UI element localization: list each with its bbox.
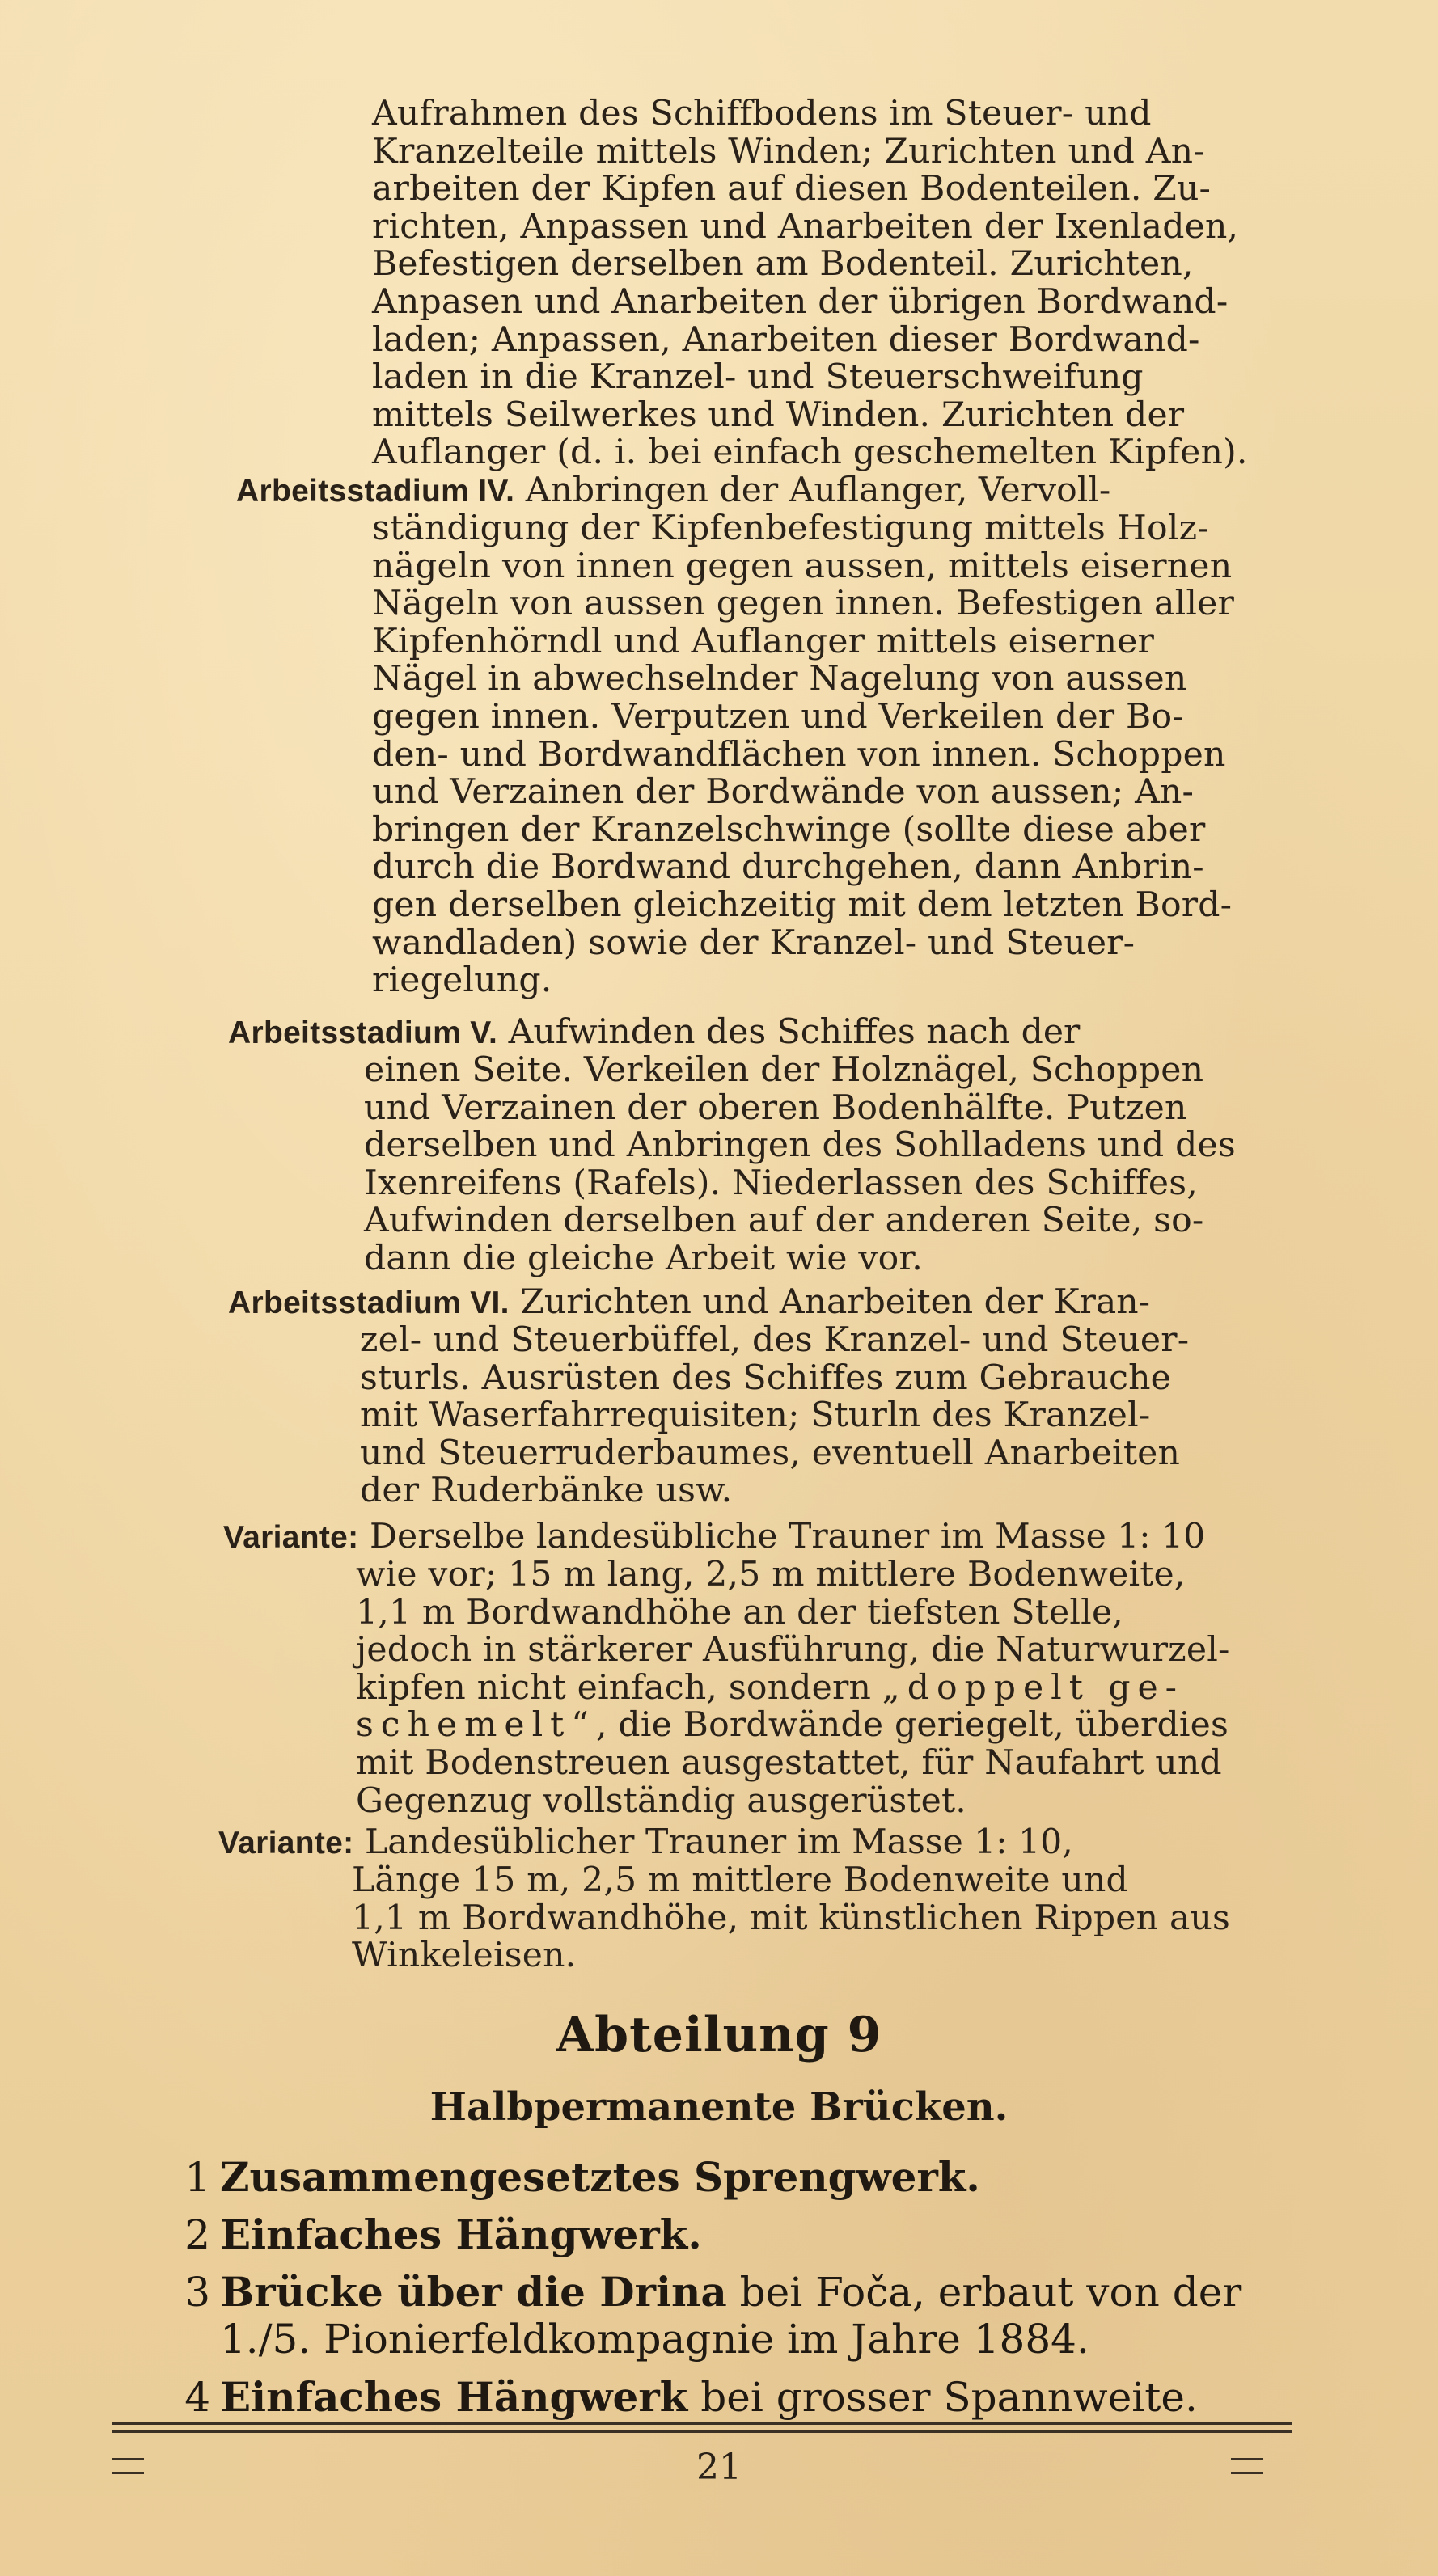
text-line: richten, Anpassen und Anarbeiten der Ixenladen, (372, 206, 1239, 247)
text-line: sturls. Ausrüsten des Schiffes zum Gebrauche (360, 1358, 1172, 1398)
text-line (356, 1707, 1299, 1745)
footer-rule-top (112, 2422, 1292, 2425)
plate-description: bei grosser Spannweite. (687, 2374, 1198, 2421)
stage-vi-heading-line (228, 1284, 1299, 1323)
stage-vi-label: Arbeitsstadium VI. (228, 1286, 510, 1320)
text-line: gegen innen. Verputzen und Verkeilen der Bo- (372, 696, 1184, 737)
stage-v-first-line: Aufwinden des Schiffes nach der (508, 1012, 1081, 1052)
text-line: arbeiten der Kipfen auf diesen Bodenteilen. Zu- (372, 169, 1212, 209)
text-line: ständigung der Kipfenbefestigung mittels Holz- (372, 509, 1209, 548)
plate-title: Brücke über die Drina (220, 2268, 727, 2316)
text-line: wie vor; 15 m lang, 2,5 m mittlere Bodenweite, (356, 1555, 1186, 1594)
stage-vi-first-line: Zurichten und Anarbeiten der Kran- (520, 1282, 1150, 1322)
spaced-term: schemelt“ (356, 1705, 596, 1746)
text-line: Auflanger (d. i. bei einfach geschemelten Kipfen). (372, 433, 1248, 473)
stage-iv-label: Arbeitsstadium IV. (236, 474, 515, 509)
variant-2-heading-line (218, 1824, 1299, 1863)
footer-rule-bottom (112, 2430, 1292, 2433)
plate-number: 3 (184, 2269, 210, 2316)
variant-1-first-line: Derselbe landesübliche Trauner im Masse 1: 10 (369, 1517, 1206, 1556)
text-fragment: kipfen nicht einfach, sondern (356, 1667, 872, 1708)
variant-2-first-line: Landesüblicher Trauner im Masse 1: 10, (364, 1822, 1073, 1862)
text-line: 1,1 m Bordwandhöhe, mit künstlichen Rippen aus (352, 1898, 1231, 1938)
stage-vi-body (360, 1322, 1299, 1510)
text-line: mit Bodenstreuen ausgestattet, für Naufahrt und (356, 1742, 1222, 1783)
variant-2-body (352, 1862, 1299, 1975)
intro-paragraph (372, 95, 1299, 472)
footer-ornament-right (1231, 2458, 1263, 2474)
spaced-term: „doppelt ge- (882, 1667, 1185, 1708)
plate-item (162, 2154, 980, 2201)
text-line: dann die gleiche Arbeit wie vor. (364, 1238, 923, 1278)
text-line: Gegenzug vollständig ausgerüstet. (356, 1780, 966, 1821)
stage-iv-heading-line (236, 472, 1299, 511)
text-line: mittels Seilwerkes und Winden. Zurichten der (372, 395, 1185, 435)
variant-1-heading-line (223, 1518, 1299, 1557)
text-line: wandladen) sowie der Kranzel- und Steuer- (372, 923, 1136, 963)
plate-item (162, 2211, 702, 2258)
plate-number: 2 (184, 2211, 210, 2258)
text-line: der Ruderbänke usw. (360, 1471, 733, 1511)
text-line: Nägel in abwechselnder Nagelung von aussen (372, 659, 1187, 699)
stage-v-body (364, 1052, 1299, 1278)
text-line: 1,1 m Bordwandhöhe an der tiefsten Stelle, (356, 1592, 1124, 1632)
plate-item (162, 2269, 1241, 2363)
text-line: zel- und Steuerbüffel, des Kranzel- und Steuer- (360, 1320, 1190, 1360)
plate-description-continued: 1./5. Pionierfeldkompagnie im Jahre 1884. (220, 2316, 1089, 2363)
text-line: und Verzainen der Bordwände von aussen; An- (372, 772, 1195, 813)
plate-title: Einfaches Hängwerk (220, 2373, 688, 2421)
text-line: Aufrahmen des Schiffbodens im Steuer- und (372, 94, 1152, 133)
page-number: 21 (696, 2447, 742, 2488)
text-line: Aufwinden derselben auf der anderen Seite, so- (364, 1201, 1204, 1241)
department-subtitle: Halbpermanente Brücken. (429, 2084, 1009, 2130)
text-line: Länge 15 m, 2,5 m mittlere Bodenweite und (352, 1860, 1128, 1900)
text-line: nägeln von innen gegen aussen, mittels eisernen (372, 546, 1233, 586)
text-line: Kipfenhörndl und Auflanger mittels eiserner (372, 621, 1155, 661)
plate-number: 4 (184, 2374, 210, 2421)
stage-v-label: Arbeitsstadium V. (228, 1016, 498, 1050)
text-line: Winkeleisen. (352, 1936, 577, 1976)
variant-1-label: Variante: (223, 1520, 359, 1555)
variant-2-label: Variante: (218, 1826, 354, 1860)
plate-title: Einfaches Hängwerk. (220, 2211, 702, 2258)
text-line: riegelung. (372, 961, 552, 1001)
text-line: Anpasen und Anarbeiten der übrigen Bordwand- (372, 281, 1229, 322)
stage-iv-first-line: Anbringen der Auflanger, Vervoll- (525, 471, 1111, 510)
text-line (356, 1667, 1299, 1708)
text-line: laden in die Kranzel- und Steuerschweifung (372, 357, 1144, 398)
text-line: und Verzainen der oberen Bodenhälfte. Putzen (364, 1087, 1187, 1128)
text-line: bringen der Kranzelschwinge (sollte diese aber (372, 809, 1206, 850)
plate-item (162, 2374, 1198, 2421)
plate-number: 1 (184, 2154, 210, 2201)
text-fragment: , die Bordwände geriegelt, überdies (596, 1705, 1229, 1746)
text-line: und Steuerruderbaumes, eventuell Anarbeiten (360, 1433, 1181, 1473)
text-line: durch die Bordwand durchgehen, dann Anbrin- (372, 847, 1204, 888)
department-title: Abteilung 9 (556, 2007, 882, 2063)
text-line: Ixenreifens (Rafels). Niederlassen des Schiffes, (364, 1163, 1198, 1203)
text-line: jedoch in stärkerer Ausführung, die Naturwurzel- (356, 1630, 1230, 1670)
text-line: gen derselben gleichzeitig mit dem letzten Bord- (372, 885, 1233, 925)
text-line: Nägeln von aussen gegen innen. Befestigen aller (372, 584, 1235, 624)
stage-iv-body (372, 510, 1299, 1000)
text-line: den- und Bordwandflächen von innen. Schoppen (372, 734, 1226, 775)
text-line: Kranzelteile mittels Winden; Zurichten und An- (372, 131, 1205, 171)
plate-title: Zusammengesetztes Sprengwerk. (220, 2153, 980, 2201)
text-line: einen Seite. Verkeilen der Holznägel, Schoppen (364, 1050, 1204, 1090)
stage-v-heading-line (228, 1014, 1299, 1053)
text-line: laden; Anpassen, Anarbeiten dieser Bordwand- (372, 319, 1200, 360)
variant-1-body (356, 1556, 1299, 1820)
text-line: mit Waserfahrrequisiten; Sturln des Kranzel- (360, 1396, 1151, 1436)
plate-description: bei Foča, erbaut von der (726, 2269, 1242, 2316)
text-line: derselben und Anbringen des Sohlladens und des (364, 1125, 1236, 1166)
text-line: Befestigen derselben am Bodenteil. Zurichten, (372, 244, 1194, 285)
